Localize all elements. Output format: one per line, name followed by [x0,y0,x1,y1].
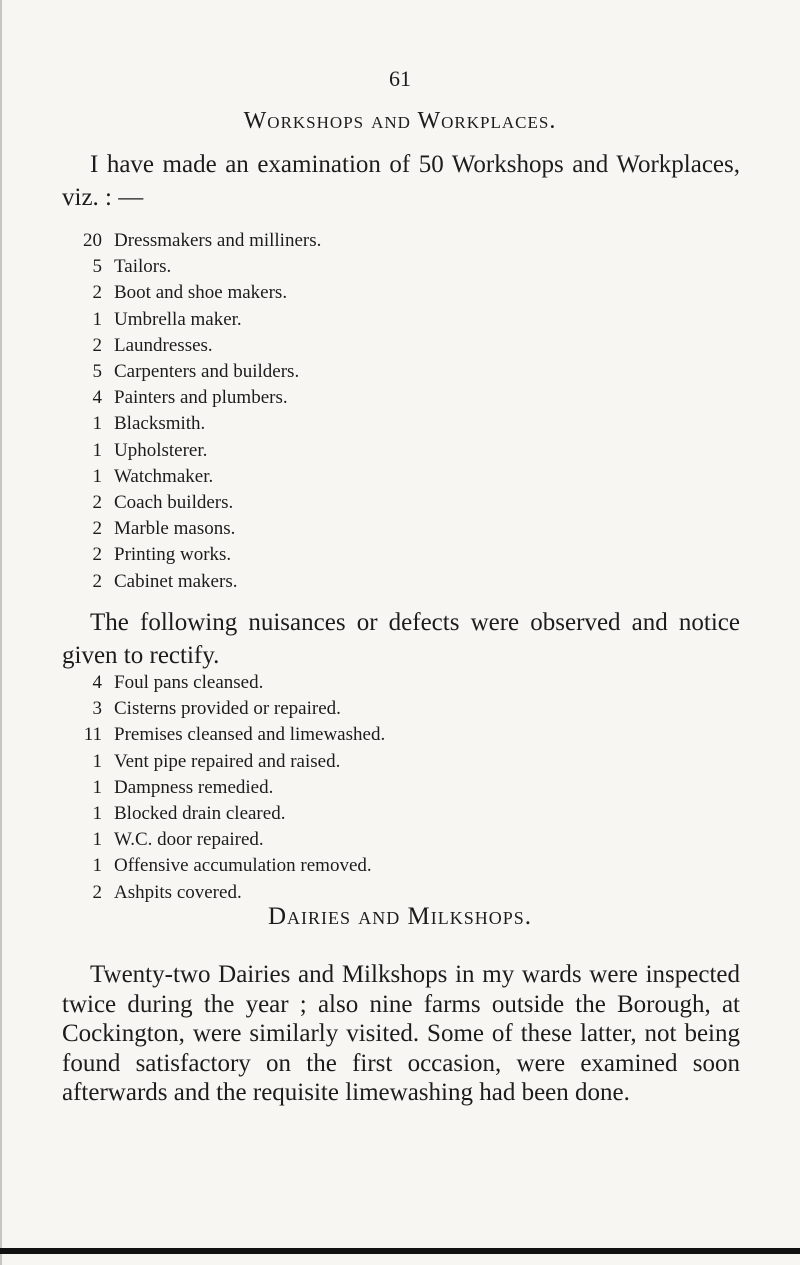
workshops-intro [62,148,740,214]
list-item [70,333,321,359]
item-count: 2 [92,544,102,566]
item-count: 1 [92,829,102,851]
item-label: Tailors. [114,256,172,278]
item-label: Upholsterer. [114,439,208,461]
item-count: 1 [92,803,102,825]
dairies-body-text: Twenty-two Dairies and Milkshops in my wards were inspected twice during the year ; also nine farms outside the Borough, at Cockington, were similarly visited. Some of these latter, not being found satisfactory on the first occasion, were examined soon afterwards and the requisite limewashing had been done. [62,961,740,1106]
item-label: Marble masons. [114,518,236,540]
bottom-rule [0,1248,800,1254]
workshops-list [70,228,321,595]
list-item [70,516,321,542]
page-edge [0,0,2,1265]
item-count: 2 [92,518,102,540]
list-item [70,696,385,722]
item-label: Carpenters and builders. [114,361,300,383]
item-label: Coach builders. [114,492,234,514]
nuisances-intro [62,606,740,672]
item-count: 2 [92,570,102,592]
dairies-body [62,960,740,1108]
item-count: 2 [92,492,102,514]
section-heading-dairies: Dairies and Milkshops. [267,903,533,930]
item-count: 2 [92,881,102,903]
item-count: 1 [92,776,102,798]
list-item [70,569,321,595]
item-count: 5 [92,361,102,383]
item-label: Umbrella maker. [114,308,242,330]
item-count: 1 [92,308,102,330]
list-item [70,307,321,333]
item-count: 20 [83,230,102,251]
item-label: Dampness remedied. [114,776,274,798]
list-item [70,775,385,801]
workshops-intro-text: I have made an examination of 50 Workshops and Workplaces, viz. : — [62,151,740,211]
page-number: 61 [389,66,411,91]
list-item [70,853,385,879]
list-item [70,438,321,464]
list-item [70,464,321,490]
item-label: Foul pans cleansed. [114,672,264,693]
item-label: Painters and plumbers. [114,387,288,409]
list-item [70,228,321,254]
list-item [70,280,321,306]
item-count: 4 [92,672,102,693]
list-item [70,722,385,748]
item-label: Blocked drain cleared. [114,803,286,825]
item-count: 3 [92,698,102,720]
item-label: Ashpits covered. [114,881,242,903]
item-count: 1 [92,750,102,772]
list-item [70,749,385,775]
item-count: 1 [92,465,102,487]
item-count: 2 [92,334,102,356]
item-count: 1 [92,413,102,435]
nuisances-intro-text: The following nuisances or defects were observed and notice given to rectify. [62,609,740,669]
list-item [70,827,385,853]
list-item [70,254,321,280]
item-count: 1 [92,855,102,877]
item-label: Watchmaker. [114,465,214,487]
item-count: 11 [83,724,102,746]
list-item [70,542,321,568]
item-label: Laundresses. [114,334,213,356]
item-label: Boot and shoe makers. [114,282,288,304]
list-item [70,411,321,437]
item-label: Cisterns provided or repaired. [114,698,341,720]
list-item [70,670,385,696]
section-heading-workshops: Workshops and Workplaces. [243,108,557,134]
item-label: Offensive accumulation removed. [114,855,372,877]
list-item [70,385,321,411]
item-label: Vent pipe repaired and raised. [114,750,341,772]
list-item [70,490,321,516]
item-label: Printing works. [114,544,232,566]
list-item [70,359,321,385]
nuisances-list [70,670,385,906]
item-count: 1 [92,439,102,461]
item-count: 2 [92,282,102,304]
list-item [70,880,385,906]
item-count: 5 [92,256,102,278]
item-label: Cabinet makers. [114,570,238,592]
item-label: Premises cleansed and limewashed. [114,724,386,746]
list-item [70,801,385,827]
item-label: W.C. door repaired. [114,829,264,851]
item-label: Blacksmith. [114,413,206,435]
item-count: 4 [92,387,102,409]
item-label: Dressmakers and milliners. [114,230,322,251]
